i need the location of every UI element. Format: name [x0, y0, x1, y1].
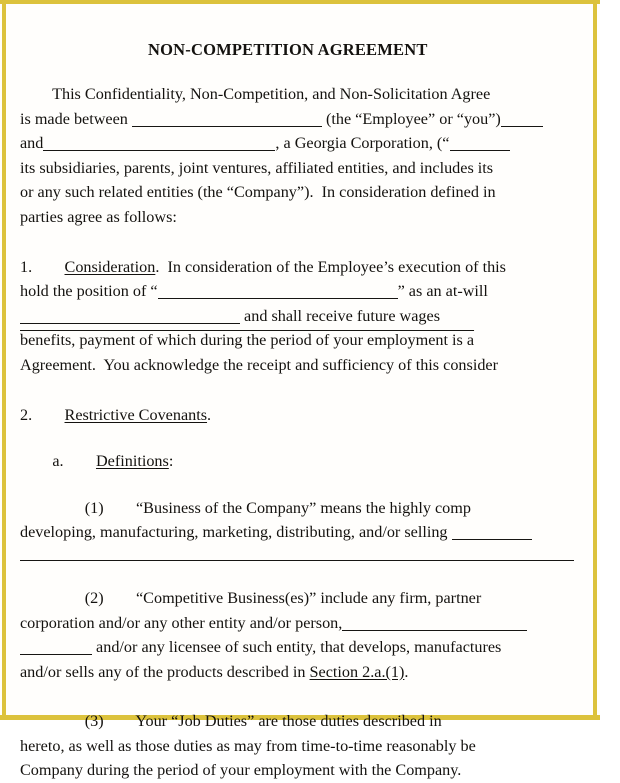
- section-2-heading-suffix: .: [207, 405, 212, 424]
- item-2-line-4: [20, 660, 620, 685]
- item-1-line-2: [20, 520, 620, 545]
- preamble-line-5: or any such related entities (the “Company”). In consideration defined in: [20, 183, 496, 202]
- section-1-line-3-text-b: and shall receive future wages: [240, 306, 441, 325]
- preamble-line-1: This Confidentiality, Non-Competition, and Non-Solicitation Agree: [20, 85, 491, 103]
- preamble-line-2: [20, 107, 620, 132]
- section-2a-heading-block: [20, 449, 620, 474]
- item-2-line-4-text-b: .: [404, 662, 409, 681]
- preamble-line-3-text-a: and: [20, 134, 44, 153]
- section-1-line-2-text-b: ” as an at-will: [397, 282, 488, 301]
- item-2-line-1-text: “Competitive Business(es)” include any firm, partner: [136, 588, 482, 607]
- item-1-line-2-text: developing, manufacturing, marketing, distributing, and/or selling: [20, 523, 452, 542]
- spacer: [20, 378, 620, 403]
- section-1-line-3: [20, 304, 620, 329]
- item-2-line-1: [20, 586, 620, 611]
- item-1-line-1: [20, 496, 620, 521]
- section-1-number: 1.: [20, 257, 33, 276]
- item-2-line-2: [20, 611, 620, 636]
- item-1-line-1-text: “Business of the Company” means the highly comp: [136, 498, 471, 517]
- preamble-line-6: parties agree as follows:: [20, 207, 177, 226]
- preamble-line-2-text-b: (the “Employee” or “you”): [321, 109, 501, 128]
- section-1-line-1-text: . In consideration of the Employee’s execution of this: [155, 257, 506, 276]
- preamble-line-4: its subsidiaries, parents, joint ventures, affiliated entities, and includes its: [20, 158, 494, 177]
- section-2-heading: Restrictive Covenants: [64, 405, 208, 424]
- item-2-line-3: [20, 635, 620, 660]
- section-2-number: 2.: [20, 405, 33, 424]
- spacer: [20, 60, 620, 82]
- fill-in-blank-position-cont[interactable]: [20, 308, 240, 324]
- item-1-marker: (1): [84, 498, 104, 517]
- fill-in-blank-employee[interactable]: [132, 111, 322, 127]
- document-page: [6, 4, 593, 780]
- section-1-heading: Consideration: [64, 257, 156, 276]
- spacer: [20, 561, 620, 586]
- section-2-heading-line: [20, 403, 620, 428]
- item-2-section-reference: Section 2.a.(1): [309, 662, 405, 681]
- document-body: [20, 4, 620, 783]
- fill-in-rule-business-cont[interactable]: [20, 560, 574, 561]
- page-title: NON-COMPETITION AGREEMENT: [148, 40, 428, 59]
- preamble-line-2-text-a: is made between: [20, 109, 132, 128]
- section-1-line-2-text-a: hold the position of “: [20, 282, 158, 301]
- spacer: [20, 684, 620, 709]
- section-1-line-1: [20, 255, 620, 280]
- item-3-line-3: Company during the period of your employment with the Company.: [20, 761, 462, 780]
- spacer: [20, 474, 620, 496]
- section-2a-heading-suffix: :: [168, 452, 174, 471]
- item-2-line-4-text-a: and/or sells any of the products described in: [20, 662, 310, 681]
- section-2a-item-2: [20, 586, 620, 684]
- item-3-marker: (3): [84, 712, 104, 731]
- fill-in-blank-entity[interactable]: [342, 615, 527, 631]
- item-3-line-2: hereto, as well as those duties as may from time-to-time reasonably be: [20, 736, 476, 755]
- section-2a-heading-line: [20, 449, 620, 474]
- item-3-line-1: [20, 709, 620, 734]
- item-2-marker: (2): [84, 588, 104, 607]
- section-1: [20, 255, 620, 378]
- section-1-line-2: [20, 279, 620, 304]
- preamble-line-3: [20, 131, 620, 156]
- fill-in-blank-employee-tail[interactable]: [501, 111, 543, 127]
- fill-in-blank-position[interactable]: [158, 283, 398, 299]
- section-2a-item-1: [20, 496, 620, 545]
- section-2a-item-3: [20, 709, 620, 783]
- section-1-line-5: Agreement. You acknowledge the receipt and sufficiency of this consider: [20, 355, 498, 374]
- section-2-heading-block: [20, 403, 620, 428]
- fill-in-blank-business[interactable]: [452, 524, 532, 540]
- preamble-line-3-text-b: , a Georgia Corporation, (“: [275, 134, 450, 153]
- fill-in-blank-entity-cont[interactable]: [20, 639, 92, 655]
- section-2a-heading: Definitions: [95, 452, 169, 471]
- fill-in-blank-company[interactable]: [43, 135, 275, 151]
- section-1-line-4: benefits, payment of which during the period of your employment is a: [20, 331, 475, 350]
- item-2-line-3-text-b: and/or any licensee of such entity, that develops, manufactures: [92, 638, 502, 657]
- fill-in-blank-company-tail[interactable]: [450, 135, 510, 151]
- item-2-line-2-text-a: corporation and/or any other entity and/or person,: [20, 613, 343, 632]
- preamble-paragraph: [20, 82, 620, 230]
- item-3-line-1-text: Your “Job Duties” are those duties described in: [135, 712, 442, 731]
- spacer: [20, 230, 620, 255]
- spacer: [20, 427, 620, 449]
- section-2a-letter: a.: [52, 452, 64, 471]
